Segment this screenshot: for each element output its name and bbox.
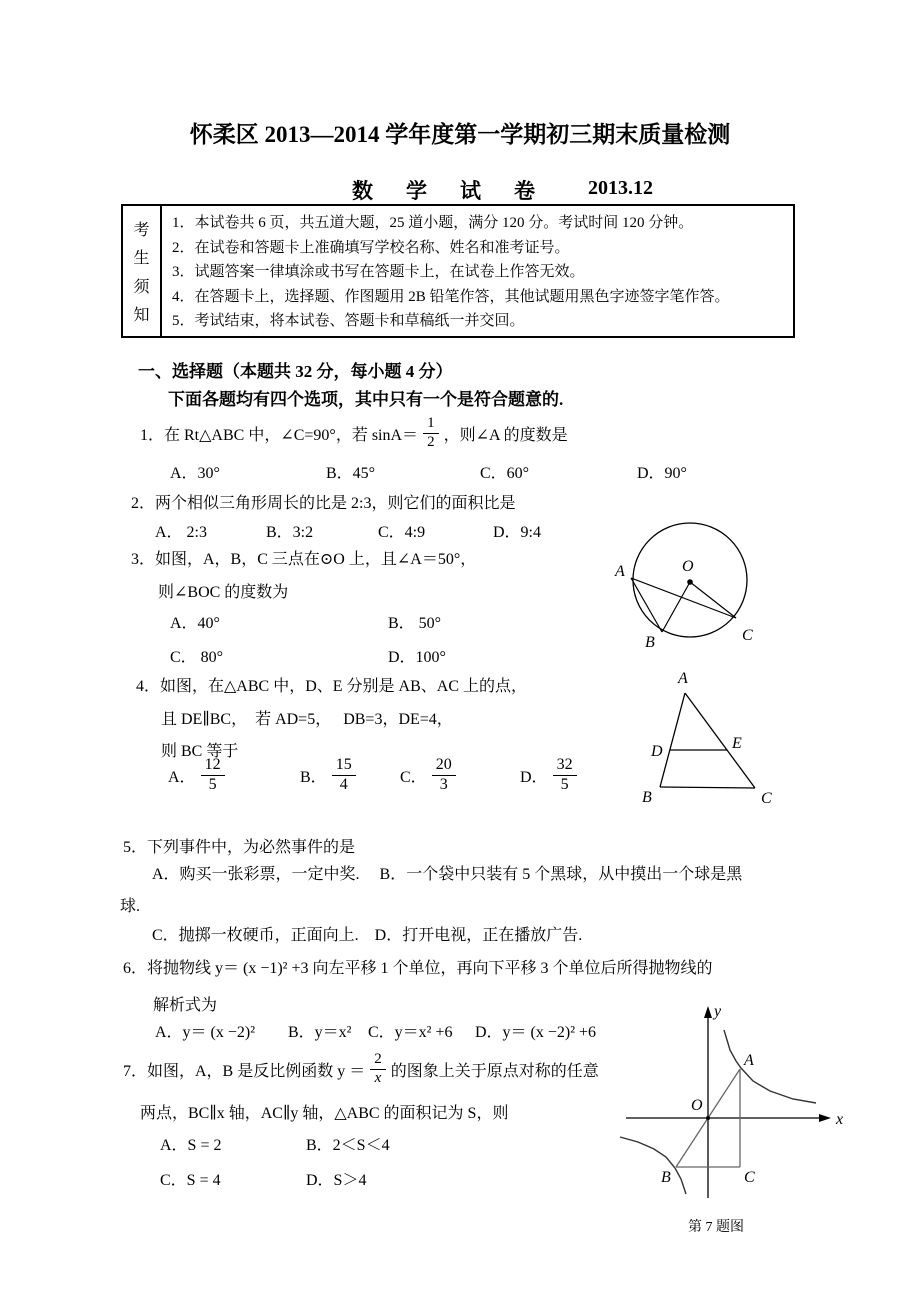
radius-ob — [662, 582, 690, 632]
q3-option-a: A．40° — [170, 615, 220, 632]
question-7-stem2: 两点，BC∥x 轴，AC∥y 轴，△ABC 的面积记为 S，则 — [140, 1105, 509, 1122]
notice-side-char: 知 — [133, 307, 150, 325]
hyperbola-branch-3 — [620, 1137, 686, 1194]
q7-option-b: B．2＜S＜4 — [306, 1137, 390, 1154]
q6-option-c: C．y＝x² +6 — [368, 1024, 453, 1041]
q2-option-a: A． 2:3 — [155, 524, 208, 541]
page-title: 怀柔区 2013—2014 学年度第一学期初三期末质量检测 — [189, 122, 731, 147]
q4-option-c-fraction — [432, 757, 456, 794]
question-4-stem: 4．如图，在△ABC 中，D、E 分别是 AB、AC 上的点， — [136, 678, 527, 695]
q4-triangle-figure — [615, 666, 815, 808]
question-3-stem: 3．如图，A，B，C 三点在⊙O 上，且∠A＝50°， — [131, 551, 477, 568]
q7-option-c: C．S = 4 — [160, 1172, 221, 1189]
q7-stem-pre: 7．如图，A，B 是反比例函数 y ＝ — [123, 1062, 366, 1080]
notice-items — [162, 206, 793, 336]
q7-graph-figure — [612, 998, 882, 1208]
exam-date: 2013.12 — [588, 177, 653, 199]
notice-item: 4．在答题卡上，选择题、作图题用 2B 铅笔作答，其他试题用黑色字迹签字笔作答。 — [172, 288, 730, 305]
q3-option-c: C． 80° — [170, 649, 224, 666]
label-a: A — [615, 563, 625, 580]
question-5-wrap: 球. — [120, 898, 141, 915]
q7-option-a: A．S = 2 — [160, 1137, 222, 1154]
label-a: A — [678, 670, 688, 687]
notice-side-char: 须 — [133, 278, 150, 296]
q1-fraction — [423, 416, 439, 451]
q6-option-b: B．y＝x² — [288, 1024, 352, 1041]
question-3-stem2: 则∠BOC 的度数为 — [158, 584, 289, 601]
q1-option-a: A．30° — [170, 465, 220, 482]
question-4-stem2: 且 DE∥BC， 若 AD=5， DB=3，DE=4， — [161, 711, 453, 728]
notice-side-label — [123, 206, 162, 336]
notice-side-char: 考 — [133, 221, 150, 239]
q3-option-b: B． 50° — [388, 615, 442, 632]
q1-stem-pre: 1．在 Rt△ABC 中，∠C=90°，若 sinA＝ — [140, 426, 419, 444]
q4c-den: 3 — [439, 775, 448, 793]
q7-frac-numerator: 2 — [370, 1052, 386, 1070]
y-axis-arrow — [704, 1006, 712, 1018]
q1-option-b: B．45° — [326, 465, 376, 482]
label-o: O — [682, 558, 694, 575]
question-5-options-ab: A．购买一张彩票，一定中奖. B．一个袋中只装有 5 个黑球，从中摸出一个球是黑 — [152, 866, 743, 883]
question-1-options — [0, 460, 920, 486]
section-heading: 一、选择题（本题共 32 分，每小题 4 分） — [138, 362, 453, 381]
question-4-stem3: 则 BC 等于 — [161, 743, 239, 760]
q7-stem-post: 的图象上关于原点对称的任意 — [390, 1062, 599, 1080]
notice-side-char: 生 — [133, 250, 150, 268]
q6-option-a: A．y＝ (x −2)² — [155, 1024, 256, 1041]
q4-option-c-label: C． — [400, 768, 427, 786]
notice-box — [121, 204, 795, 338]
q2-option-b: B．3:2 — [266, 524, 314, 541]
hyperbola-branch-1 — [724, 1030, 816, 1103]
q4-option-d-label: D． — [520, 768, 548, 786]
label-c: C — [744, 1169, 755, 1186]
label-c: C — [742, 627, 753, 644]
q4a-num: 12 — [201, 757, 225, 776]
label-y: y — [714, 1003, 722, 1020]
q1-stem-post: ，则∠A 的度数是 — [443, 426, 568, 444]
notice-item: 1．本试卷共 6 页，共五道大题，25 道小题，满分 120 分。考试时间 120 分钟。 — [172, 215, 694, 231]
notice-item: 5．考试结束，将本试卷、答题卡和草稿纸一并交回。 — [172, 313, 525, 330]
side-ac — [685, 693, 755, 788]
q6-option-d: D．y＝ (x −2)² +6 — [475, 1024, 597, 1041]
q4-option-b — [300, 757, 361, 794]
label-b: B — [642, 789, 652, 806]
q1-option-d: D．90° — [637, 465, 687, 482]
q4b-den: 4 — [339, 775, 348, 793]
label-o: O — [691, 1097, 703, 1114]
origin-point — [706, 1116, 710, 1120]
q7-frac-denominator: x — [374, 1069, 382, 1086]
q3-option-d: D．100° — [388, 649, 446, 666]
label-a: A — [744, 1052, 754, 1069]
subject-title: 数 学 试 卷 — [352, 179, 541, 203]
q4-option-c — [400, 757, 461, 794]
label-x: x — [836, 1111, 844, 1128]
section-intro: 下面各题均有四个选项，其中只有一个是符合题意的. — [168, 390, 564, 409]
question-1-stem — [140, 410, 568, 456]
x-axis-arrow — [819, 1114, 831, 1122]
question-7-stem — [123, 1046, 599, 1092]
q4-option-a-label: A． — [168, 768, 196, 786]
q4-option-b-label: B． — [300, 768, 327, 786]
question-6-stem2: 解析式为 — [153, 997, 218, 1014]
q4-option-a — [168, 757, 230, 794]
label-b: B — [645, 634, 655, 651]
q7-figure-caption: 第 7 题图 — [688, 1220, 744, 1235]
q7-option-d: D．S＞4 — [306, 1172, 367, 1189]
notice-item: 3．试题答案一律填涂或书写在答题卡上，在试卷上作答无效。 — [172, 264, 585, 281]
radius-oc — [690, 582, 736, 618]
side-bc — [660, 787, 755, 788]
question-5-stem: 5．下列事件中，为必然事件的是 — [123, 839, 356, 856]
q4d-den: 5 — [560, 775, 569, 793]
q7-fraction — [370, 1052, 386, 1087]
q1-frac-denominator: 2 — [427, 433, 435, 450]
question-5-options-cd: C．抛掷一枚硬币，正面向上. D．打开电视，正在播放广告. — [152, 927, 583, 944]
notice-item: 2．在试卷和答题卡上准确填写学校名称、姓名和准考证号。 — [172, 239, 570, 256]
label-d: D — [651, 743, 663, 760]
chord-ac — [631, 578, 736, 618]
q4d-num: 32 — [553, 757, 577, 776]
question-2-stem: 2．两个相似三角形周长的比是 2:3，则它们的面积比是 — [131, 495, 516, 512]
label-b: B — [661, 1169, 671, 1186]
q4-option-d-fraction — [553, 757, 577, 794]
q1-option-c: C．60° — [480, 465, 530, 482]
chord-ab — [631, 578, 662, 632]
q4c-num: 20 — [432, 757, 456, 776]
q4-option-b-fraction — [332, 757, 356, 794]
question-6-stem: 6．将抛物线 y＝ (x −1)² +3 向左平移 1 个单位，再向下平移 3 个单位后所得抛物线的 — [123, 960, 713, 977]
q4-option-d — [520, 757, 582, 794]
q2-option-c: C．4:9 — [378, 524, 426, 541]
label-e: E — [732, 735, 742, 752]
q4-option-a-fraction — [201, 757, 225, 794]
q4b-num: 15 — [332, 757, 356, 776]
label-c: C — [761, 790, 772, 807]
q4a-den: 5 — [208, 775, 217, 793]
q1-frac-numerator: 1 — [423, 416, 439, 434]
q3-circle-figure — [605, 513, 785, 653]
q2-option-d: D．9:4 — [493, 524, 542, 541]
side-ab — [660, 693, 685, 787]
